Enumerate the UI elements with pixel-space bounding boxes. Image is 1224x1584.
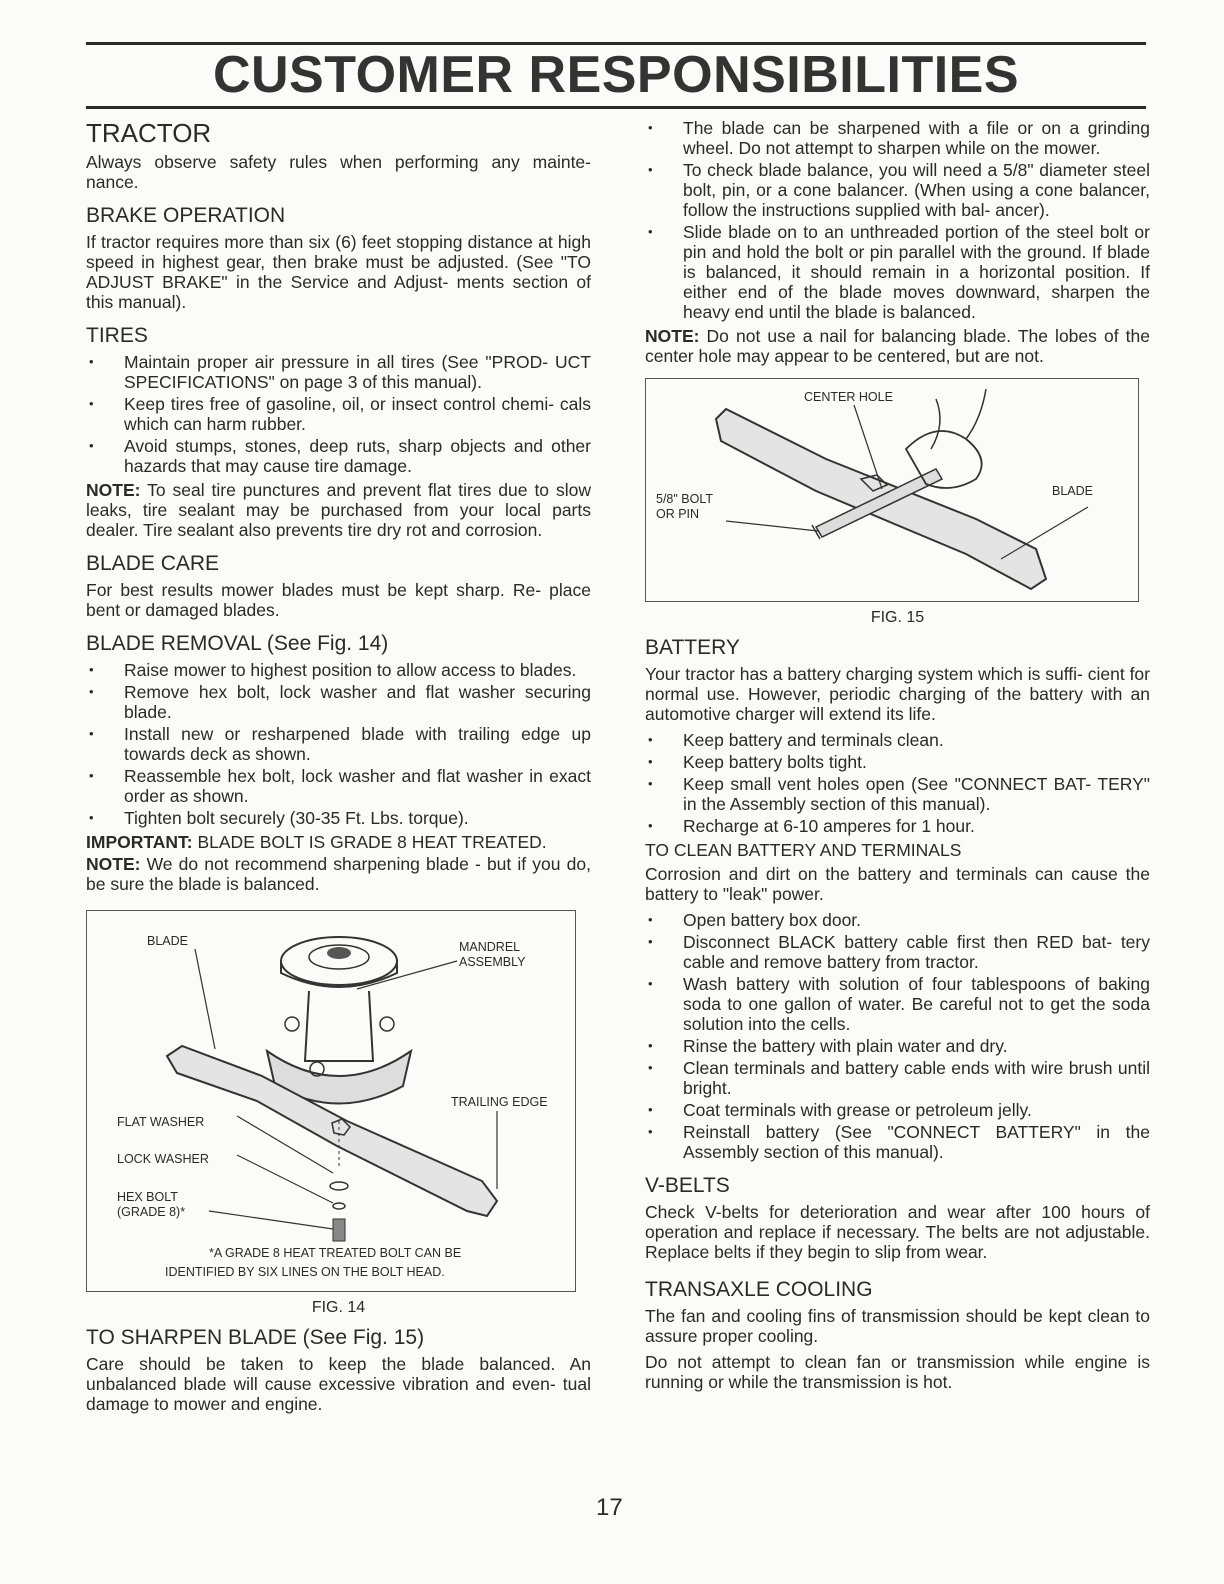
fig14-flat-washer-label: FLAT WASHER: [117, 1115, 205, 1129]
note-text: To seal tire punctures and prevent flat tires due to slow leaks, tire sealant may be purchased from your local parts dealer. Tire sealant also prevents tire dry rot and corrosion.: [86, 480, 591, 540]
fig14-blade-label: BLADE: [147, 934, 188, 948]
note-label: NOTE:: [86, 854, 141, 874]
left-column: [86, 118, 591, 1420]
blade-removal-list: [86, 660, 591, 828]
transaxle-text-2: Do not attempt to clean fan or transmission while engine is running or while the transmission is hot.: [645, 1352, 1150, 1392]
fig14-assembly-label: ASSEMBLY: [459, 955, 526, 969]
sharpen-list: [645, 118, 1150, 322]
fig14-mandrel-label: MANDREL: [459, 940, 521, 954]
note-text: Do not use a nail for balancing blade. The lobes of the center hole may appear to be centered, but are not.: [645, 326, 1150, 366]
battery-list: [645, 730, 1150, 836]
tires-heading: TIRES: [86, 324, 148, 347]
fig14-caption: FIG. 14: [311, 1299, 366, 1316]
blade-care-text: For best results mower blades must be kept sharp. Re- place bent or damaged blades.: [86, 580, 591, 620]
blade-removal-heading: BLADE REMOVAL (See Fig. 14): [86, 632, 389, 655]
fig14-lock-washer-label: LOCK WASHER: [117, 1152, 209, 1166]
list-item: • The blade can be sharpened with a file or on a grinding wheel. Do not attempt to sharpen while on the mower.: [645, 118, 1150, 158]
list-item: • Raise mower to highest position to allow access to blades.: [86, 660, 591, 680]
list-item: • Remove hex bolt, lock washer and flat washer securing blade.: [86, 682, 591, 722]
fig14-footnote-2: IDENTIFIED BY SIX LINES ON THE BOLT HEAD.: [165, 1265, 445, 1279]
list-item: • Maintain proper air pressure in all tires (See "PROD- UCT SPECIFICATIONS" on page 3 of this manual).: [86, 352, 591, 392]
list-item: • Recharge at 6-10 amperes for 1 hour.: [645, 816, 1150, 836]
fig15-center-hole-label: CENTER HOLE: [804, 390, 893, 404]
page-title: CUSTOMER RESPONSIBILITIES: [212, 46, 1020, 104]
vbelts-text: Check V-belts for deterioration and wear after 100 hours of operation and replace if necessary. The belts are not adjustable. Replace belts if they begin to slip from wear.: [645, 1202, 1150, 1262]
clean-battery-list: [645, 910, 1150, 1162]
clean-battery-subheading: TO CLEAN BATTERY AND TERMINALS: [645, 840, 962, 860]
list-item: • To check blade balance, you will need a 5/8" diameter steel bolt, pin, or a cone balancer. (When using a cone balancer, follow the instructions supplied with bal- ancer).: [645, 160, 1150, 220]
list-item: • Rinse the battery with plain water and dry.: [645, 1036, 1150, 1056]
list-item: • Keep small vent holes open (See "CONNECT BAT- TERY" in the Assembly section of this manual).: [645, 774, 1150, 814]
brake-text: If tractor requires more than six (6) feet stopping distance at high speed in highest gear, then brake must be adjusted. (See "TO ADJUST BRAKE" in the Service and Adjust- ments section of this manual).: [86, 232, 591, 312]
fig15-blade-label: BLADE: [1052, 484, 1093, 498]
fig15-pin-label: OR PIN: [656, 507, 700, 521]
list-item: • Coat terminals with grease or petroleum jelly.: [645, 1100, 1150, 1120]
important-label: IMPORTANT:: [86, 832, 193, 852]
list-item: • Disconnect BLACK battery cable first then RED bat- tery cable and remove battery from tractor.: [645, 932, 1150, 972]
fig14-illustration: [87, 911, 575, 1291]
clean-battery-text: Corrosion and dirt on the battery and terminals can cause the battery to "leak" power.: [645, 864, 1150, 904]
fig14-hex-bolt-label: HEX BOLT: [117, 1190, 178, 1204]
removal-note: [86, 854, 591, 894]
note-text: We do not recommend sharpening blade - but if you do, be sure the blade is balanced.: [86, 854, 591, 894]
important-text: BLADE BOLT IS GRADE 8 HEAT TREATED.: [197, 832, 547, 852]
balance-note: [645, 326, 1150, 366]
list-item: • Avoid stumps, stones, deep ruts, sharp objects and other hazards that may cause tire damage.: [86, 436, 591, 476]
list-item: • Wash battery with solution of four tablespoons of baking soda to one gallon of water. Be careful not to get the soda solution into the cells.: [645, 974, 1150, 1034]
figure-14: [86, 910, 576, 1292]
fig14-grade-label: (GRADE 8)*: [117, 1205, 186, 1219]
battery-heading: BATTERY: [645, 636, 740, 659]
fig14-footnote-1: *A GRADE 8 HEAT TREATED BOLT CAN BE: [209, 1246, 462, 1260]
brake-heading: BRAKE OPERATION: [86, 204, 286, 227]
list-item: • Open battery box door.: [645, 910, 1150, 930]
battery-text: Your tractor has a battery charging system which is suffi- cient for normal use. However, periodic charging of the battery with an automotive charger will extend its life.: [645, 664, 1150, 724]
tractor-text: Always observe safety rules when performing any mainte- nance.: [86, 152, 591, 192]
tractor-heading: TRACTOR: [86, 118, 212, 148]
right-column: [645, 118, 1150, 1398]
list-item: • Tighten bolt securely (30-35 Ft. Lbs. torque).: [86, 808, 591, 828]
list-item: • Install new or resharpened blade with trailing edge up towards deck as shown.: [86, 724, 591, 764]
tires-note: [86, 480, 591, 540]
list-item: • Keep battery and terminals clean.: [645, 730, 1150, 750]
list-item: • Slide blade on to an unthreaded portion of the steel bolt or pin and hold the bolt or pin parallel with the ground. If blade is balanced, it should remain in a horizontal position. If either end of the blade moves downward, sharpen the heavy end until the blade is balanced.: [645, 222, 1150, 322]
list-item: • Clean terminals and battery cable ends with wire brush until bright.: [645, 1058, 1150, 1098]
fig14-trailing-label: TRAILING EDGE: [451, 1095, 548, 1109]
vbelts-heading: V-BELTS: [645, 1174, 730, 1197]
list-item: • Reassemble hex bolt, lock washer and flat washer in exact order as shown.: [86, 766, 591, 806]
list-item: • Keep battery bolts tight.: [645, 752, 1150, 772]
list-item: • Keep tires free of gasoline, oil, or insect control chemi- cals which can harm rubber.: [86, 394, 591, 434]
fig15-illustration: [646, 379, 1138, 601]
transaxle-heading: TRANSAXLE COOLING: [645, 1278, 873, 1301]
tires-list: [86, 352, 591, 476]
list-item: • Reinstall battery (See "CONNECT BATTERY" in the Assembly section of this manual).: [645, 1122, 1150, 1162]
page-number: 17: [596, 1494, 623, 1521]
note-label: NOTE:: [86, 480, 141, 500]
fig15-caption: FIG. 15: [870, 609, 925, 626]
important-note: [86, 832, 591, 852]
bottom-rule: [86, 106, 1146, 109]
transaxle-text-1: The fan and cooling fins of transmission should be kept clean to assure proper cooling.: [645, 1306, 1150, 1346]
fig15-bolt-label: 5/8" BOLT: [656, 492, 714, 506]
note-label: NOTE:: [645, 326, 700, 346]
sharpen-text: Care should be taken to keep the blade balanced. An unbalanced blade will cause excessive vibration and even- tual damage to mower and engine.: [86, 1354, 591, 1414]
blade-care-heading: BLADE CARE: [86, 552, 220, 575]
sharpen-heading: TO SHARPEN BLADE (See Fig. 15): [86, 1326, 425, 1349]
figure-15: [645, 378, 1139, 602]
